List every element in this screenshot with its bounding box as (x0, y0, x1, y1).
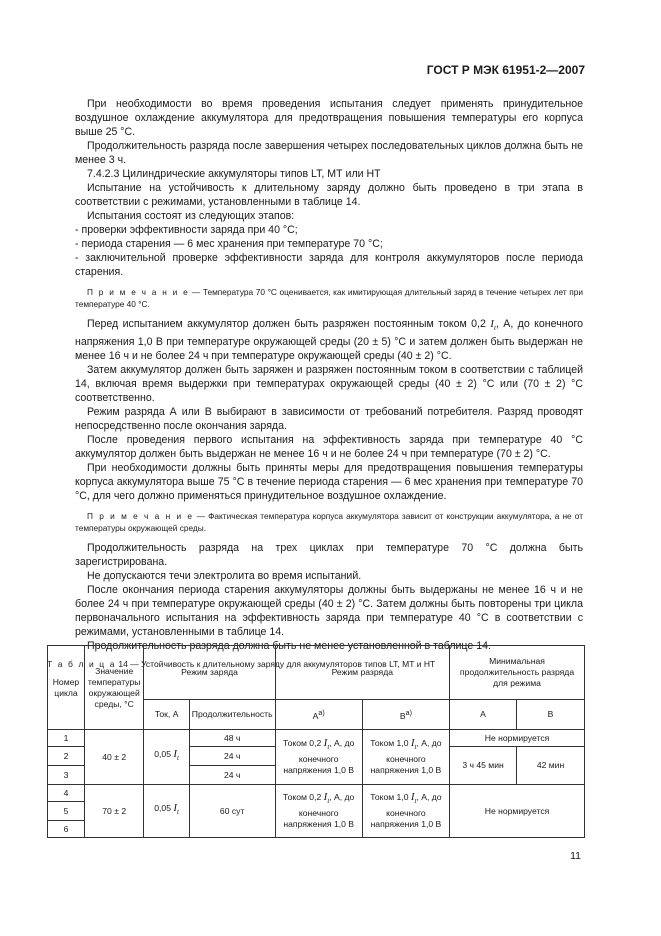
header-cycle: Номер цикла (48, 646, 85, 730)
cell-min-a: 3 ч 45 мин (450, 747, 517, 785)
discharge-text: , А, до конечного напряжения 1,0 В (283, 738, 355, 775)
document-body (47, 97, 583, 675)
table-caption-label: Т а б л и ц а (47, 659, 117, 670)
cell-cycle: 3 (48, 766, 85, 785)
header-mode-b (362, 700, 449, 730)
cell-discharge-a (275, 785, 362, 838)
mode-b-label: В (399, 710, 406, 721)
header-min-duration: Минимальная продолжительность разряда для режима (450, 646, 585, 700)
paragraph: Продолжительность разряда на трех циклах при температуре 70 °С должна быть зарегистрирована. (75, 542, 583, 569)
cell-cycle: 1 (48, 730, 85, 747)
paragraph-text: Перед испытанием аккумулятор должен быть разряжен постоянным током 0,2 (87, 318, 491, 330)
current-subscript: t (493, 324, 496, 333)
cell-discharge-a (275, 730, 362, 785)
cell-cycle: 5 (48, 802, 85, 821)
cell-duration: 24 ч (189, 747, 275, 766)
current-prefix: 0,05 (154, 803, 174, 814)
paragraph: Испытание на устойчивость к длительному заряду должно быть проведено в три этапа в соответствии с режимами, установленными в таблице 14. (75, 182, 583, 208)
paragraph (75, 317, 583, 363)
note-label: П р и м е ч а н и е (87, 511, 194, 522)
current-subscript: t (327, 743, 330, 752)
cell-current (144, 730, 189, 785)
discharge-text: , А, до конечного напряжения 1,0 В (283, 792, 355, 829)
discharge-text: Током 0,2 (283, 738, 324, 749)
current-symbol: $I_t$ (173, 802, 179, 817)
paragraph: Продолжительность разряда должна быть не менее установленной в таблице 14. (87, 640, 491, 653)
cell-cycle: 4 (48, 785, 85, 802)
note-text: — Температура 70 °С оценивается, как имитирующая длительный заряд в течение четырех лет при температуре 40 °С. (75, 287, 583, 309)
header-min-b: В (517, 700, 585, 730)
page-number: 11 (570, 850, 581, 862)
footnote-mark: а) (318, 708, 325, 717)
header-discharge-mode: Режим разряда (275, 646, 449, 700)
note (75, 510, 583, 534)
cell-min-b: 42 мин (517, 747, 585, 785)
note-label: П р и м е ч а н и е (87, 287, 190, 297)
cell-cycle: 2 (48, 747, 85, 766)
current-subscript: t (414, 743, 417, 752)
paragraph: Режим разряда А или В выбирают в зависимости от требований потребителя. Разряд проводят непосредственно после окончания заряда. (75, 406, 583, 433)
cell-not-normalized: Не нормируется (450, 785, 585, 838)
section-heading: 7.4.2.3 Цилиндрические аккумуляторы типов LT, МТ или НТ (87, 168, 381, 180)
cell-temperature: 40 ± 2 (84, 730, 144, 785)
cell-duration: 60 сут (189, 785, 275, 838)
paragraph: Испытания состоят из следующих этапов: (87, 210, 295, 222)
list-item: - проверки эффективности заряда при 40 °С; (75, 224, 298, 236)
note-text: — Фактическая температура корпуса аккумулятора зависит от конструкции аккумулятора, а не от температуры окружающей среды. (75, 511, 583, 534)
header-current: Ток, А (144, 700, 189, 730)
list-item: - заключительной проверке эффективности заряда для контроля аккумуляторов после периода старения. (75, 252, 583, 278)
cell-cycle: 6 (48, 821, 85, 838)
paragraph: Не допускаются течи электролита во время испытаний. (87, 570, 362, 583)
cell-discharge-b (362, 785, 449, 838)
header-mode-a (275, 700, 362, 730)
discharge-text: Током 1,0 (370, 738, 411, 749)
table-caption-text: 14 — Устойчивость к длительному заряду для аккумуляторов типов LT, МТ и НТ (116, 659, 436, 670)
charge-endurance-table (47, 645, 585, 838)
header-duration: Продолжительность (189, 700, 275, 730)
list-item: - периода старения — 6 мес хранения при температуре 70 °С; (75, 238, 383, 250)
current-symbol: $I_t$ (173, 748, 179, 763)
paragraph: После проведения первого испытания на эффективность заряда при температуре 40 °С аккумулятор должен быть выдержан не менее 16 ч и не более 24 ч при температуре (70 ± 2) °С. (75, 434, 583, 461)
cell-not-normalized: Не нормируется (450, 730, 585, 747)
document-header: ГОСТ Р МЭК 61951-2—2007 (426, 63, 585, 77)
current-symbol: $I_t$ (490, 318, 496, 333)
paragraph: При необходимости во время проведения испытания следует применять принудительное воздушное охлаждение аккумулятора для предотвращения повышения температуры его корпуса выше 25 °С. (75, 98, 583, 138)
paragraph: Затем аккумулятор должен быть заряжен и разряжен постоянным током в соответствии с таблицей 14, включая время выдержки при температурах окружающей среды (40 ± 2) °С или (70 ± 2) °С соответственно. (75, 364, 583, 405)
discharge-text: , А, до конечного напряжения 1,0 В (370, 738, 442, 775)
current-subscript: t (177, 808, 179, 817)
current-symbol: $I_t$ (323, 737, 330, 752)
current-symbol: $I_t$ (410, 791, 417, 806)
mode-a-label: А (312, 710, 319, 721)
paragraph: Продолжительность разряда после завершения четырех последовательных циклов должна быть не менее 3 ч. (75, 140, 583, 166)
cell-duration: 24 ч (189, 766, 275, 785)
header-min-a: А (450, 700, 517, 730)
header-temperature: Значение температуры окружающей среды, °С (84, 646, 144, 730)
header-charge-mode: Режим заряда (144, 646, 275, 700)
discharge-text: Током 1,0 (370, 792, 411, 803)
current-subscript: t (414, 797, 417, 806)
paragraph: После окончания периода старения аккумуляторы должны быть выдержаны не менее 16 ч и не более 24 ч при температуре окружающей среды (40 ± 2) °С. Затем должны быть повторены три цикла первоначального испытания на эффективность заряда при температуре 40 °С в соответствии с режимами, установленными в таблице 14. (75, 584, 583, 639)
current-symbol: $I_t$ (410, 737, 417, 752)
cell-discharge-b (362, 730, 449, 785)
current-subscript: t (327, 797, 330, 806)
cell-current (144, 785, 189, 838)
cell-duration: 48 ч (189, 730, 275, 747)
cell-temperature: 70 ± 2 (84, 785, 144, 838)
footnote-mark: а) (405, 708, 412, 717)
note (75, 286, 583, 310)
current-subscript: t (177, 754, 179, 763)
current-symbol: $I_t$ (323, 791, 330, 806)
discharge-text: , А, до конечного напряжения 1,0 В (370, 792, 442, 829)
paragraph-text: , А, до конечного напряжения 1,0 В при температуре окружающей среды (20 ± 5) °С и затем должен быть выдержан не менее 16 ч и не более 24 ч при температуре окружающей среды (40 ± 2) °С. (75, 318, 583, 363)
current-prefix: 0,05 (154, 749, 174, 760)
paragraph: При необходимости должны быть приняты меры для предотвращения повышения температуры корпуса аккумулятора выше 75 °С в течение периода старения — 6 мес хранения при температуре 70 °С, для чего должно применяться принудительное воздушное охлаждение. (75, 462, 583, 503)
discharge-text: Током 0,2 (283, 792, 324, 803)
